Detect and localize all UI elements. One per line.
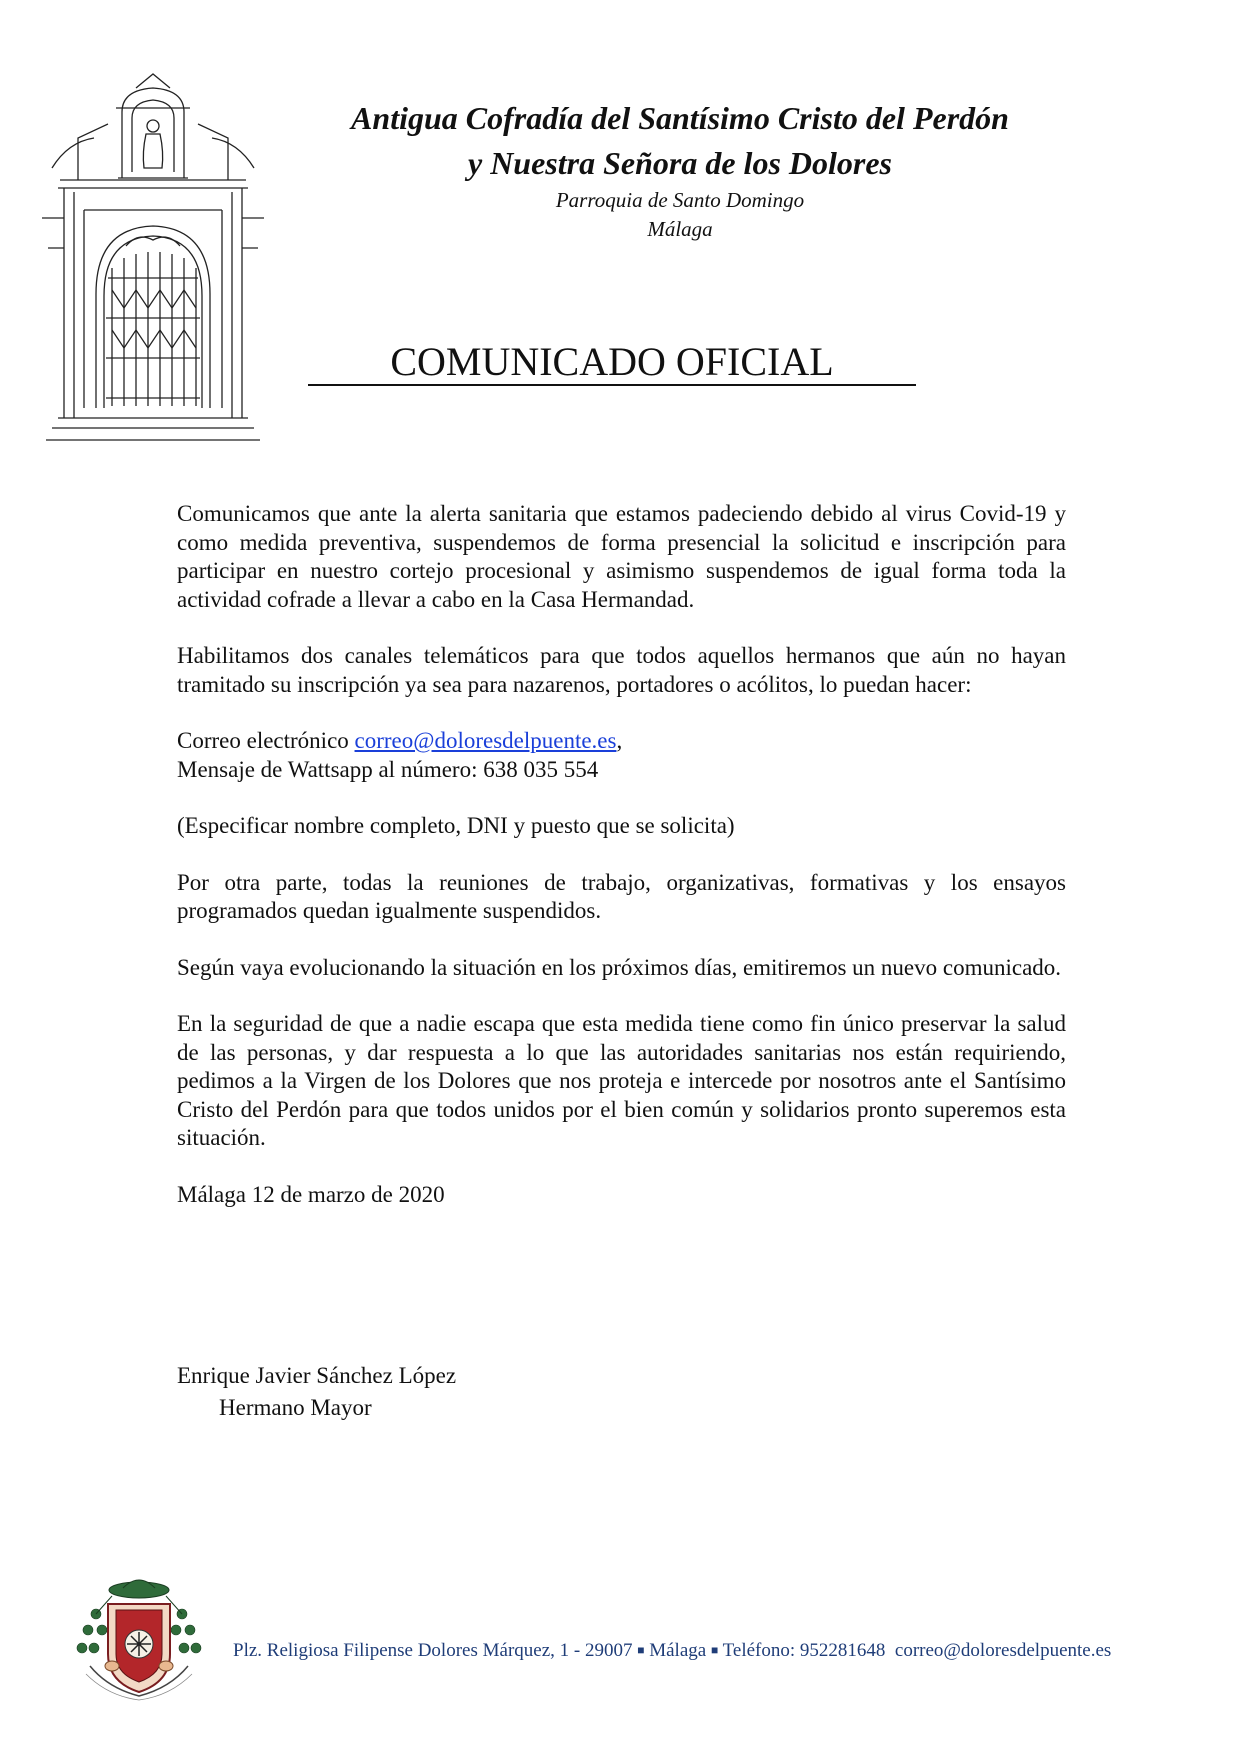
paragraph-prayer: En la seguridad de que a nadie escapa que esta medida tiene como fin único preservar la salud de las personas, y dar respuesta a lo que las autoridades sanitarias nos están requiriendo, pedimos a la Virgen de los Dolores que nos proteja e intercede por nosotros ante el Santísimo Cristo del Perdón para que todos unidos por el bien común y solidarios pronto superemos esta situación. (177, 1011, 1066, 1150)
signer-role: Hermano Mayor (219, 1395, 372, 1420)
brotherhood-name-line1: Antigua Cofradía del Santísimo Cristo del Perdón (351, 100, 1009, 136)
signer-name: Enrique Javier Sánchez López (177, 1363, 457, 1388)
paragraph-specify: (Especificar nombre completo, DNI y puesto que se solicita) (177, 813, 735, 838)
document-heading: COMUNICADO OFICIAL (308, 340, 916, 386)
chapel-facade-drawing-icon (38, 68, 268, 446)
letter-body (177, 500, 1066, 1237)
contact-block (177, 727, 1066, 784)
footer-separator-2: ■ (710, 1643, 719, 1657)
footer-city: Málaga (649, 1640, 707, 1661)
whatsapp-line: Mensaje de Wattsapp al número: 638 035 554 (177, 756, 599, 782)
letter-date: Málaga 12 de marzo de 2020 (177, 1181, 445, 1207)
brotherhood-coat-of-arms-icon (68, 1570, 210, 1702)
email-label: Correo electrónico (177, 728, 355, 753)
brotherhood-name-line2: y Nuestra Señora de los Dolores (467, 145, 892, 181)
parish-name: Parroquia de Santo Domingo (555, 188, 805, 212)
email-link[interactable]: correo@doloresdelpuente.es (354, 728, 617, 753)
paragraph-updates: Según vaya evolucionando la situación en los próximos días, emitiremos un nuevo comunicado. (177, 954, 1062, 980)
signature-block (177, 1360, 456, 1424)
paragraph-announcement: Comunicamos que ante la alerta sanitaria que estamos padeciendo debido al virus Covid-19 y como medida preventiva, suspendemos de forma presencial la solicitud e inscripción para participar en nuestro cortejo procesional y asimismo suspendemos de igual forma toda la actividad cofrade a llevar a cabo en la Casa Hermandad. (177, 501, 1066, 612)
footer-email[interactable]: correo@doloresdelpuente.es (894, 1640, 1112, 1661)
email-suffix: , (616, 728, 623, 753)
footer-contact-line (233, 1640, 1111, 1662)
footer-address: Plz. Religiosa Filipense Dolores Márquez, 1 - 29007 (233, 1640, 633, 1661)
footer-separator-1: ■ (637, 1643, 645, 1657)
paragraph-channels: Habilitamos dos canales telemáticos para que todos aquellos hermanos que aún no hayan tramitado su inscripción ya sea para nazarenos, portadores o acólitos, lo puedan hacer: (177, 643, 1066, 697)
footer-phone: Teléfono: 952281648 (722, 1640, 886, 1661)
paragraph-meetings: Por otra parte, todas la reuniones de trabajo, organizativas, formativas y los ensayos programados quedan igualmente suspendidos. (177, 869, 1066, 923)
city-name: Málaga (647, 217, 713, 241)
